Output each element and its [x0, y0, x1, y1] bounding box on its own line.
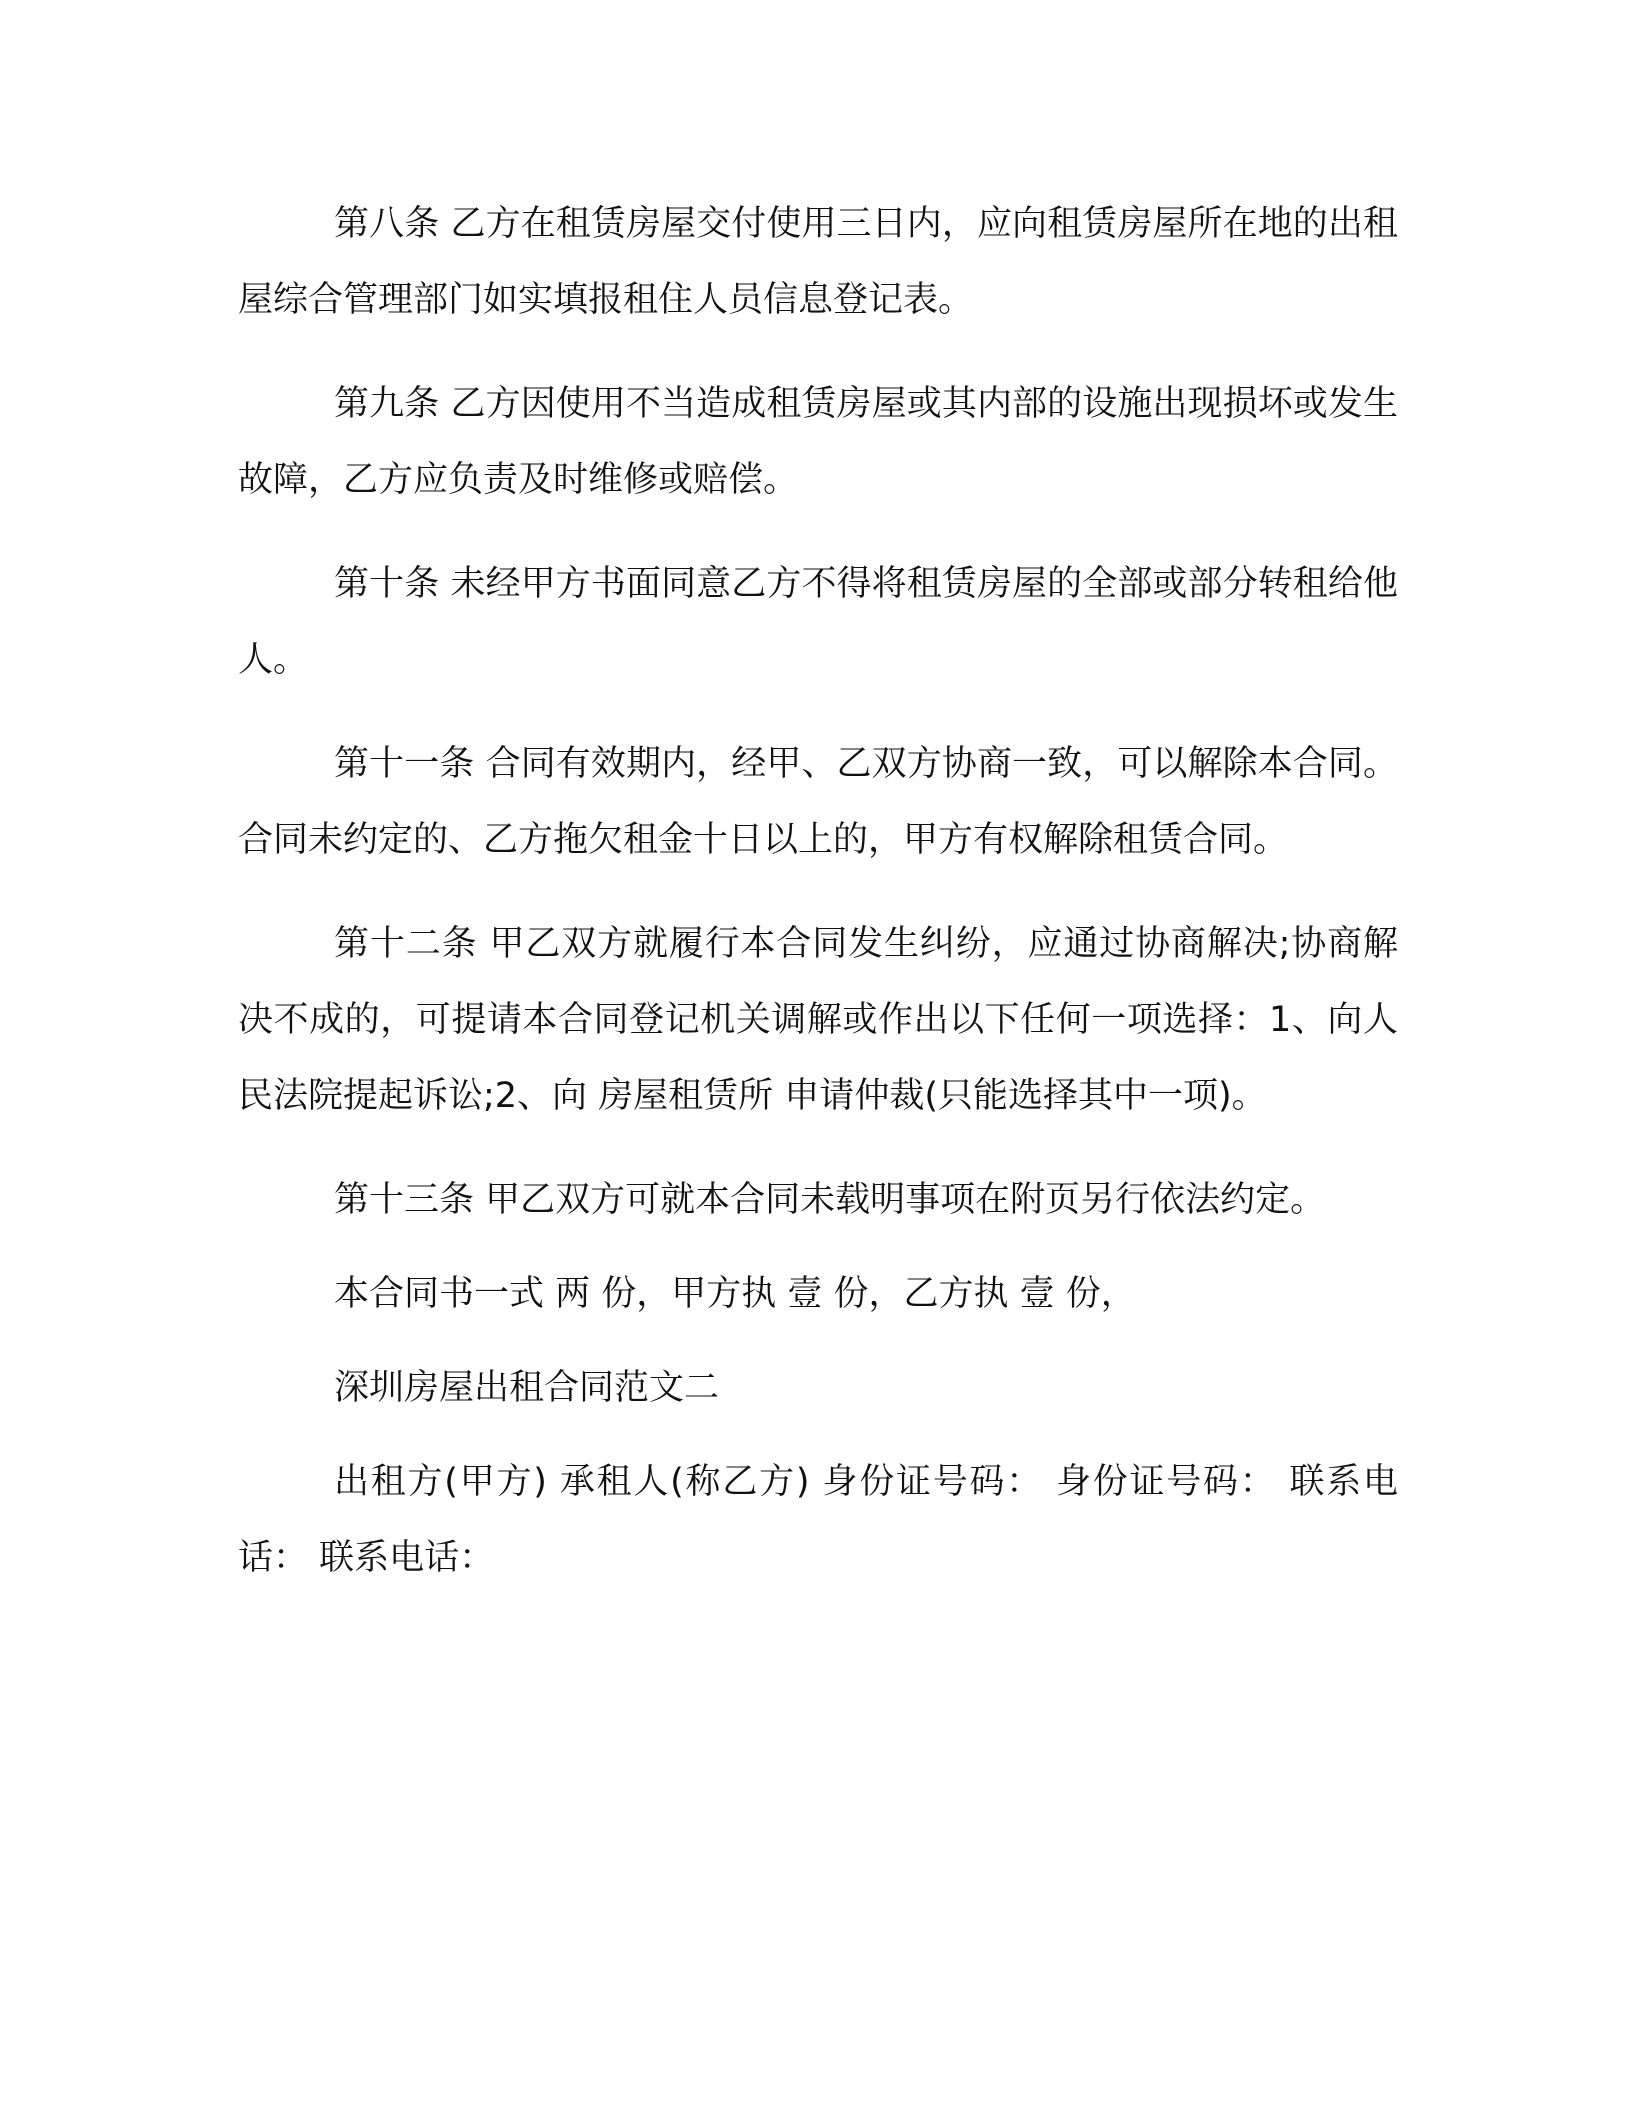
article-13-paragraph: 第十三条 甲乙双方可就本合同未载明事项在附页另行依法约定。 [334, 1180, 1326, 1220]
article-12-paragraph: 第十二条 甲乙双方就履行本合同发生纠纷，应通过协商解决;协商解决不成的，可提请本合同登记机关调解或作出以下任何一项选择：1、向人民法院提起诉讼;2、向 房屋租赁所 申请仲裁(只能选择其中一项)。 [238, 924, 1398, 1116]
copies-paragraph: 本合同书一式 两 份，甲方执 壹 份，乙方执 壹 份， [334, 1274, 1136, 1314]
section-title: 深圳房屋出租合同范文二 [334, 1368, 720, 1408]
article-8-paragraph: 第八条 乙方在租赁房屋交付使用三日内，应向租赁房屋所在地的出租屋综合管理部门如实填报租住人员信息登记表。 [238, 204, 1398, 320]
article-10-paragraph: 第十条 未经甲方书面同意乙方不得将租赁房屋的全部或部分转租给他人。 [238, 564, 1398, 680]
article-9-paragraph: 第九条 乙方因使用不当造成租赁房屋或其内部的设施出现损坏或发生故障，乙方应负责及时维修或赔偿。 [238, 384, 1398, 500]
article-11-paragraph: 第十一条 合同有效期内，经甲、乙双方协商一致，可以解除本合同。合同未约定的、乙方拖欠租金十日以上的，甲方有权解除租赁合同。 [238, 744, 1398, 860]
parties-info-paragraph: 出租方(甲方) 承租人(称乙方) 身份证号码： 身份证号码： 联系电话： 联系电话： [238, 1462, 1398, 1578]
document-body [238, 186, 1398, 1596]
